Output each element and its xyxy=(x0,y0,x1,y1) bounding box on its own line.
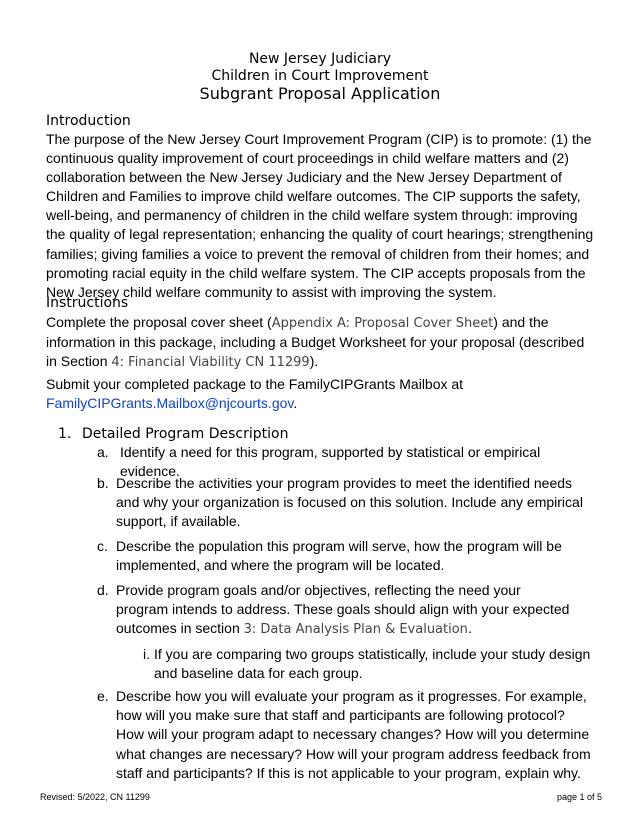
instructions-text: ). xyxy=(309,353,319,370)
header-line-2: Children in Court Improvement xyxy=(211,68,429,84)
appendix-a-reference[interactable]: Appendix A: Proposal Cover Sheet xyxy=(271,316,494,331)
item-b-text: Describe the activities your program provides to meet the identified needs and why your organization is focused on this solution. Include any empirical support, if available. xyxy=(116,475,583,530)
item-d-body: Provide program goals and/or objectives, reflecting the need your program intends to address. These goals should align with your expected outcomes in section xyxy=(116,582,570,637)
section-1-title: Detailed Program Description xyxy=(82,426,289,442)
introduction-paragraph: The purpose of the New Jersey Court Improvement Program (CIP) is to promote: (1) the continuous quality improvement of court proceedings in child welfare matters and (2) collaboration between the New Jersey Judiciary and the New Jersey Department of Children and Families to improve child welfare outcomes. The CIP supports the safety, well-being, and permanency of children in the child welfare system through: improving the quality of legal representation; enhancing the quality of court hearings; strengthening families; giving families a voice to prevent the removal of children from their homes; and promoting racial equity in the child welfare system. The CIP accepts proposals from the New Jersey child welfare community to assist with improving the system. xyxy=(46,131,594,300)
instructions-heading: Instructions xyxy=(46,295,129,311)
item-b-letter: b. xyxy=(97,475,109,491)
footer-revision: Revised: 5/2022, CN 11299 xyxy=(40,792,150,802)
instructions-text: ) and the information in this package, including a Budget Worksheet for your proposal (described in Section xyxy=(46,314,585,370)
item-e-letter: e. xyxy=(97,688,109,704)
item-e-text: Describe how you will evaluate your program as it progresses. For example, how will you make sure that staff and participants are following protocol? How will your program adapt to necessary changes? How will you determine what changes are necessary? How will your program address feedback from staff and participants? If this is not applicable to your program, explain why. xyxy=(116,688,591,781)
instructions-paragraph-2 xyxy=(46,375,594,413)
item-c-text: Describe the population this program will serve, how the program will be implemented, and where the program will be located. xyxy=(116,538,562,574)
document-title: Subgrant Proposal Application xyxy=(199,84,441,103)
email-link[interactable]: FamilyCIPGrants.Mailbox@njcourts.gov xyxy=(46,395,294,412)
subitem-i-numeral: i. xyxy=(143,646,150,662)
item-a-letter: a. xyxy=(97,444,109,460)
item-a-text: Identify a need for this program, supported by statistical or empirical evidence. xyxy=(120,444,541,480)
item-c-letter: c. xyxy=(97,538,108,554)
submit-text: Submit your completed package to the FamilyCIPGrants Mailbox at xyxy=(46,376,464,392)
header-line-1: New Jersey Judiciary xyxy=(248,51,392,67)
subitem-i-text: If you are comparing two groups statistically, include your study design and baseline data for each group. xyxy=(154,646,591,682)
instructions-paragraph-1 xyxy=(46,313,594,372)
item-d-text xyxy=(116,581,576,640)
item-d-letter: d. xyxy=(97,582,109,598)
section-1-number: 1. xyxy=(58,426,72,442)
item-d-end: . xyxy=(467,620,472,637)
instructions-text: Complete the proposal cover sheet ( xyxy=(46,314,272,330)
section-4-reference[interactable]: 4: Financial Viability CN 11299 xyxy=(111,355,310,371)
footer-page-number: page 1 of 5 xyxy=(556,792,602,802)
section-3-reference[interactable]: 3: Data Analysis Plan & Evaluation xyxy=(243,622,468,638)
submit-text-end: . xyxy=(293,395,298,412)
introduction-heading: Introduction xyxy=(46,113,131,129)
